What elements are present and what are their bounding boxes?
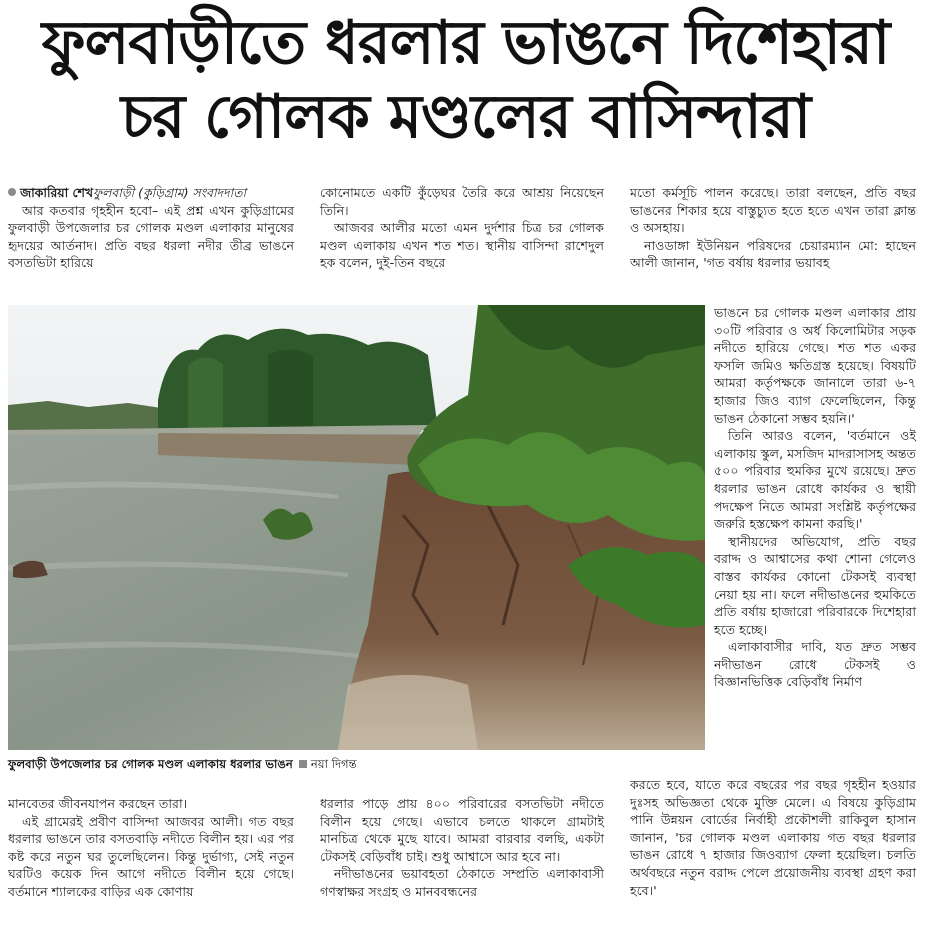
column-1-top <box>8 184 294 272</box>
paragraph: মতো কর্মসূচি পালন করেছে। তারা বলছেন, প্রতি বছর ভাঙনের শিকার হয়ে বাস্তুচ্যুত হতে হতে এখন তারা ক্লান্ত ও অসহায়। <box>630 185 916 236</box>
photo-illustration <box>8 305 705 750</box>
paragraph: স্থানীয়দের অভিযোগ, প্রতি বছর বরাদ্দ ও আশ্বাসের কথা শোনা গেলেও বাস্তব কার্যকর কোনো টেকসই ব্যবস্থা নেয়া হয় না। ফলে নদীভাঙনের হুমকিতে প্রতি বর্ষায় হাজারো পরিবারকে দিশেহারা হতে হচ্ছে। <box>714 533 916 637</box>
column-3-top <box>630 184 916 272</box>
headline <box>0 6 931 154</box>
paragraph: কোনোমতে একটি কুঁড়েঘর তৈরি করে আশ্রয় নিয়েছেন তিনি। <box>320 185 604 218</box>
paragraph: নাওডাঙ্গা ইউনিয়ন পরিষদের চেয়ারম্যান মো: হাছেন আলী জানান, 'গত বর্ষায় ধরলার ভয়াবহ <box>630 237 916 271</box>
paragraph: মানবেতর জীবনযাপন করছেন তারা। <box>8 796 188 811</box>
column-3-bottom <box>630 776 916 899</box>
bullet-icon <box>8 188 16 196</box>
byline-role: ফুলবাড়ী (কুড়িগ্রাম) সংবাদদাতা <box>93 185 247 200</box>
caption-source: নয়া দিগন্ত <box>310 757 357 771</box>
photo-caption <box>8 756 628 772</box>
paragraph: তিনি আরও বলেন, 'বর্তমানে ওই এলাকায় স্কুল, মসজিদ মাদরাসাসহ অন্তত ৫০০ পরিবার হুমকির মুখে রয়েছে। দ্রুত ধরলার ভাঙন রোধে কার্যকর ও স্থায়ী পদক্ষেপ নিতে আমরা সংশ্লিষ্ট কর্তৃপক্ষের জরুরি হস্তক্ষেপ কামনা করছি।' <box>714 428 916 532</box>
paragraph: ভাঙনে চর গোলক মণ্ডল এলাকার প্রায় ৩০টি পরিবার ও অর্ধ কিলোমিটার সড়ক নদীতে হারিয়ে গেছে। শত শত একর ফসলি জমিও ক্ষতিগ্রস্ত হয়েছে। বিষয়টি আমরা কর্তৃপক্ষকে জানালে তারা ৬-৭ হাজার জিও ব্যাগ ফেলেছিলেন, কিন্তু ভাঙন ঠেকানো সম্ভব হয়নি।' <box>714 305 916 426</box>
paragraph: এই গ্রামেরই প্রবীণ বাসিন্দা আজবর আলী। গত বছর ধরলার ভাঙনে তার বসতবাড়ি নদীতে বিলীন হয়। এর পর কষ্ট করে নতুন ঘর তুলেছিলেন। কিন্তু দুর্ভাগ্য, সেই নতুন ঘরটিও কয়েক দিন আগে নদীতে বিলীন হয়ে গেছে। বর্তমানে শ্যালকের বাড়ির এক কোণায় <box>8 813 294 899</box>
paragraph: আজবর আলীর মতো এমন দুর্দশার চিত্র চর গোলক মণ্ডল এলাকায় এখন শত শত। স্থানীয় বাসিন্দা রাশেদুল হক বলেন, দুই-তিন বছরে <box>320 220 604 271</box>
caption-text: ফুলবাড়ী উপজেলার চর গোলক মণ্ডল এলাকায় ধরলার ভাঙন <box>8 757 293 771</box>
river-erosion-photo <box>8 305 705 750</box>
paragraph: করতে হবে, যাতে করে বছরের পর বছর গৃহহীন হওয়ার দুঃসহ অভিজ্ঞতা থেকে মুক্তি মেলে। এ বিষয়ে কুড়িগ্রাম পানি উন্নয়ন বোর্ডের নির্বাহী প্রকৌশলী রাকিবুল হাসান জানান, 'চর গোলক মণ্ডল এলাকায় গত বছর ধরলার ভাঙন রোধে ৭ হাজার জিওব্যাগ ফেলা হয়েছিল। চলতি অর্থবছরে নতুন বরাদ্দ পেলে প্রয়োজনীয় ব্যবস্থা গ্রহণ করা হবে।' <box>630 777 916 898</box>
paragraph: ধরলার পাড়ে প্রায় ৪০০ পরিবারের বসতভিটা নদীতে বিলীন হয়ে গেছে। এভাবে চলতে থাকলে গ্রামটাই মানচিত্র থেকে মুছে যাবে। আমরা বারবার বলছি, একটা টেকসই বেড়িবাঁধ চাই। শুধু আশ্বাসে আর হবে না। <box>320 796 604 864</box>
paragraph: আর কতবার গৃহহীন হবো– এই প্রশ্ন এখন কুড়িগ্রামের ফুলবাড়ী উপজেলার চর গোলক মণ্ডল এলাকার মানুষের হৃদয়ের আর্তনাদ। প্রতি বছর ধরলা নদীর তীব্র ভাঙনে বসতভিটা হারিয়ে <box>8 202 294 271</box>
column-2-bottom <box>320 795 604 901</box>
column-1-bottom <box>8 795 294 901</box>
column-3-side <box>714 304 916 691</box>
byline-name: জাকারিয়া শেখ <box>20 185 94 200</box>
column-2-top <box>320 184 604 272</box>
headline-line-2: চর গোলক মণ্ডলের বাসিন্দারা <box>120 82 811 152</box>
paragraph: নদীভাঙনের ভয়াবহতা ঠেকাতে সম্প্রতি এলাকাবাসী গণস্বাক্ষর সংগ্রহ ও মানববন্ধনের <box>320 866 604 899</box>
headline-line-1: ফুলবাড়ীতে ধরলার ভাঙনে দিশেহারা <box>41 8 890 78</box>
byline <box>8 184 294 202</box>
paragraph: এলাকাবাসীর দাবি, যত দ্রুত সম্ভব নদীভাঙন রোধে টেকসই ও বিজ্ঞানভিত্তিক বেড়িবাঁধ নির্মাণ <box>714 639 916 690</box>
caption-square-icon <box>299 760 307 768</box>
